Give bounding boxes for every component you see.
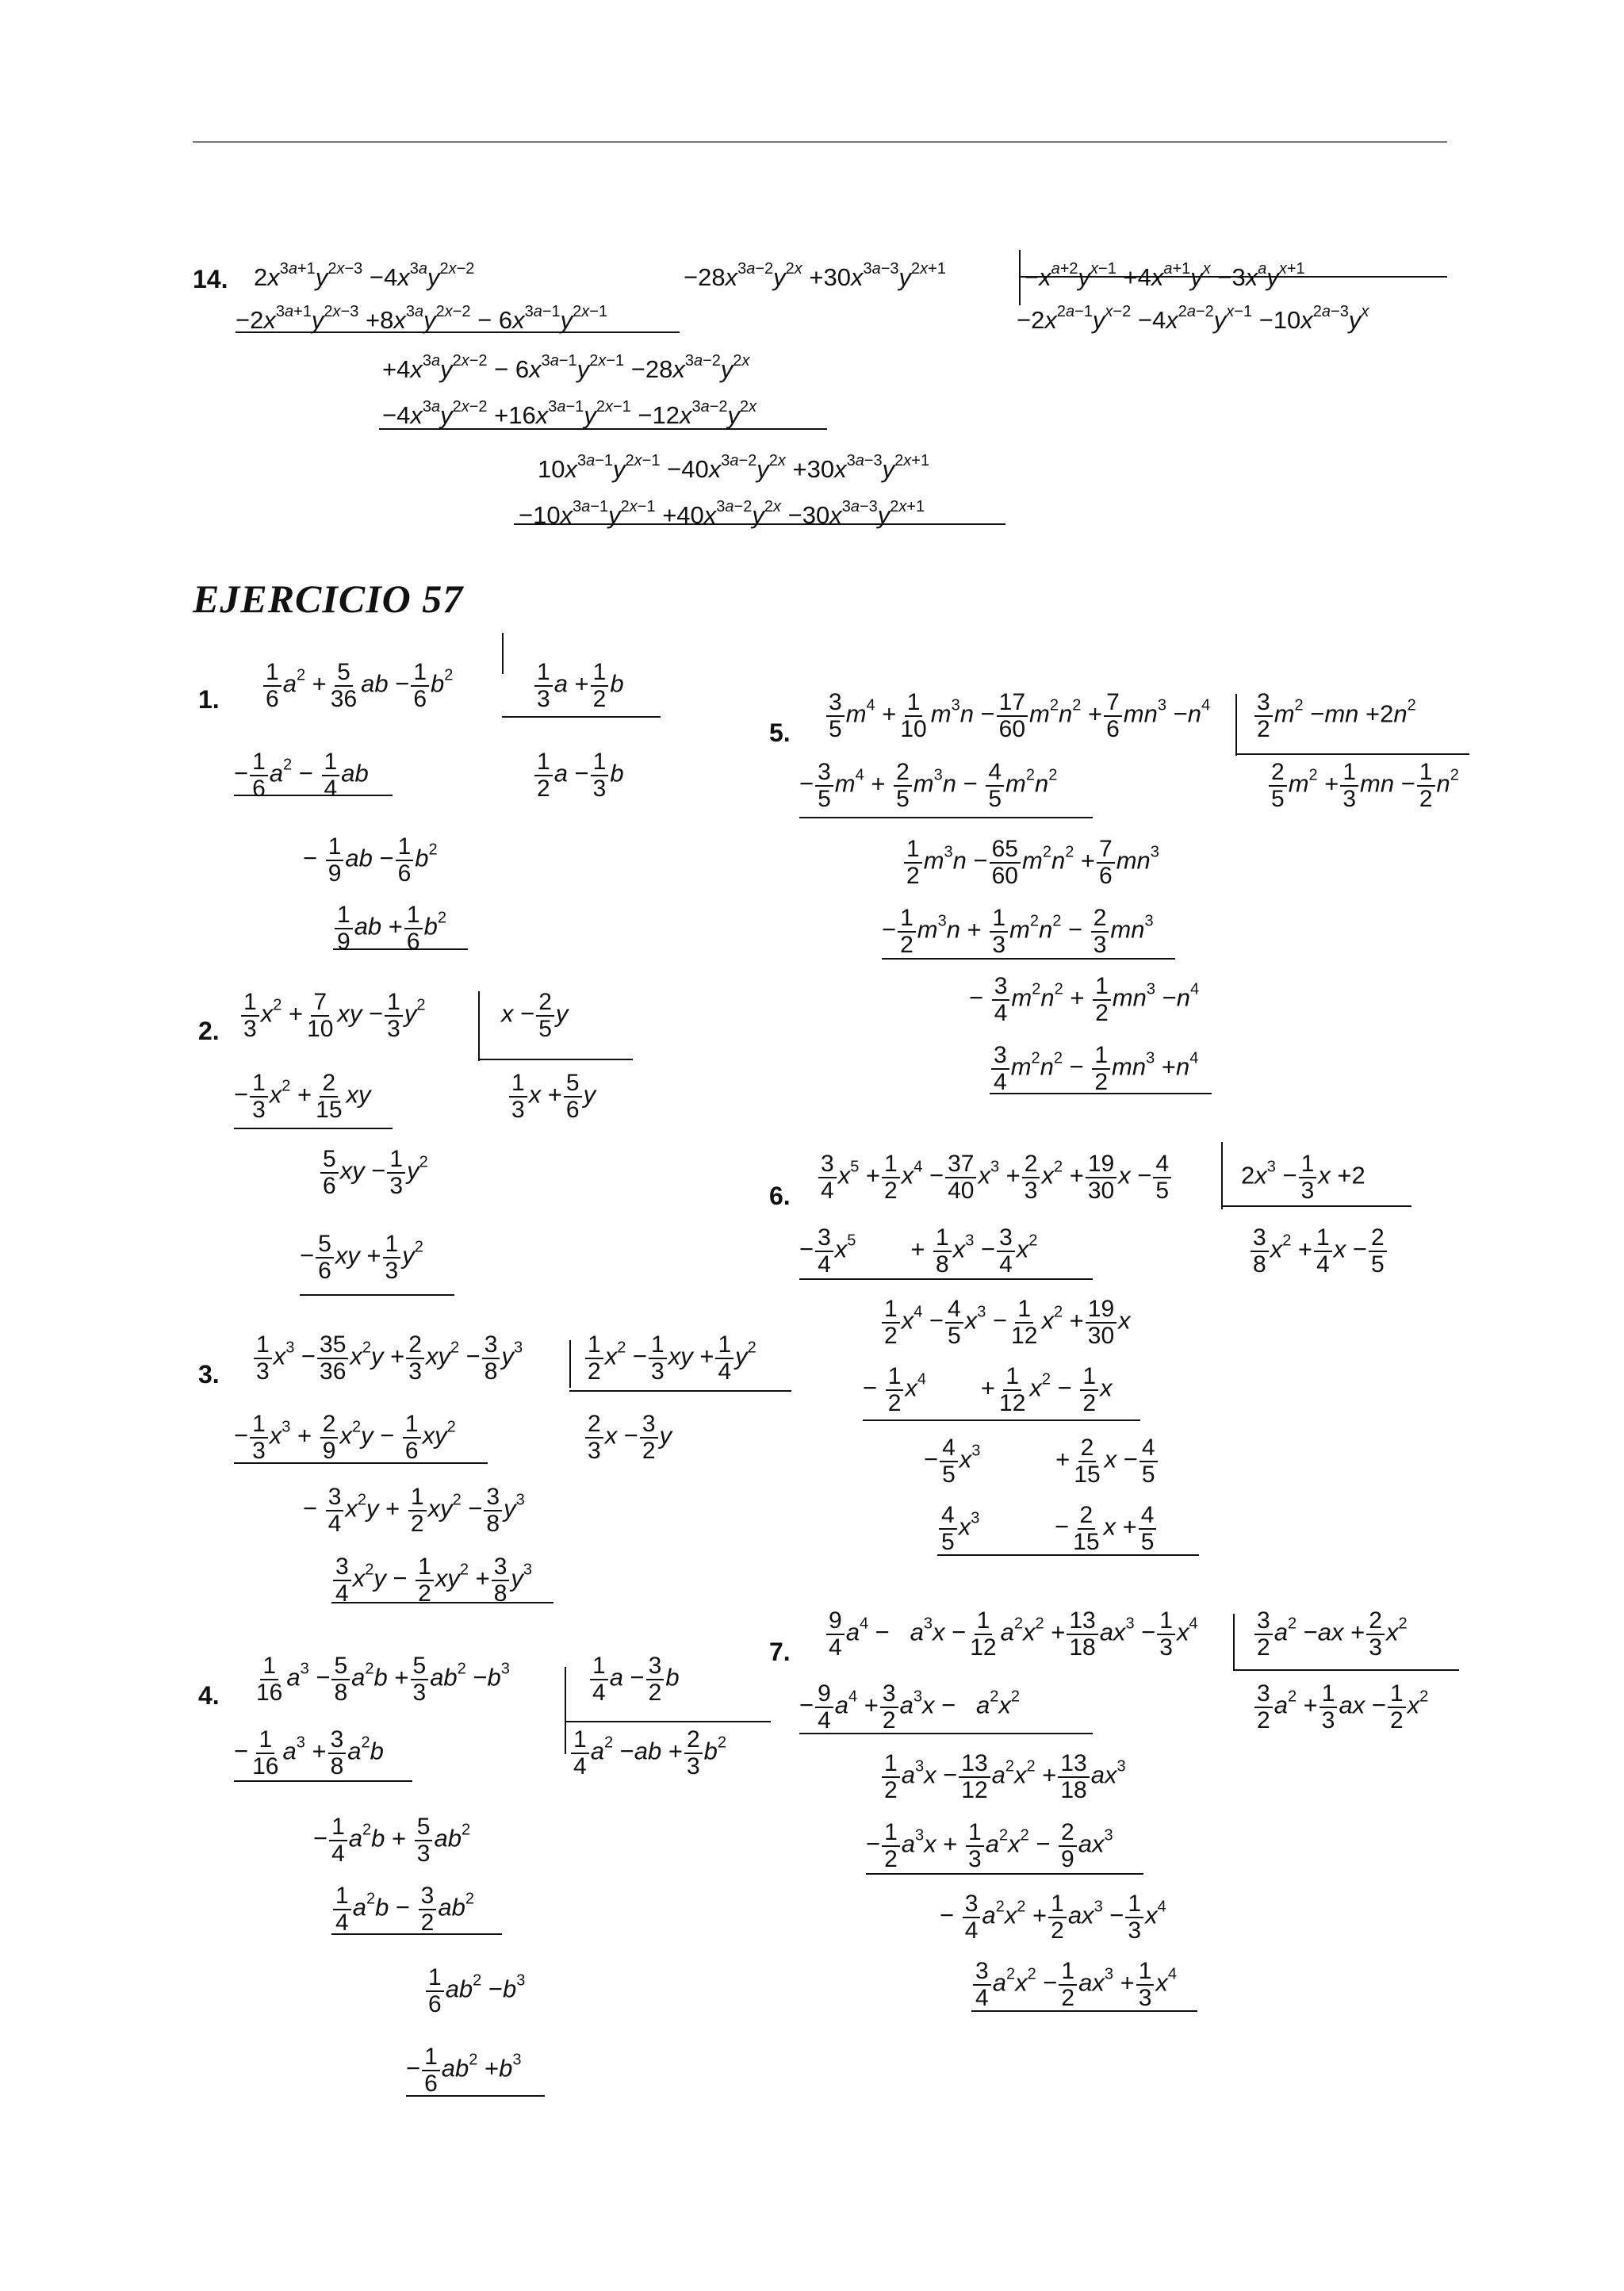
problem-7-division-bar xyxy=(1233,1614,1235,1671)
problem-7-divisor-rule xyxy=(1233,1669,1459,1671)
problem-14-line-8: $10x^{3a-1}y^{2x-1} -40x^{3a-2}y^{2x} +30x^{3a-3}y^{2x+1}$ xyxy=(538,452,930,483)
header-rule xyxy=(193,141,1447,143)
problem-6-line-7: − $\frac{4}{5}$ $x^3$ + $\frac{2}{15}$ x − $\frac{4}{5}$ xyxy=(924,1435,1159,1487)
problem-2-line-1: $\frac{1}{3}$ $x^2$ + $\frac{7}{10}$ xy − $\frac{1}{3}$ $y^2$ xyxy=(239,990,425,1041)
problem-14-line-1: $2x^{3a+1}y^{2x-3} -4x^{3a}y^{2x-2}$ xyxy=(254,260,475,291)
problem-3-line-4: $\frac{2}{3}$ x − $\frac{3}{2}$ y xyxy=(584,1412,672,1463)
problem-6-subtraction-rule xyxy=(799,1278,1093,1280)
problem-number-4: 4. xyxy=(198,1681,220,1710)
problem-2-line-3: − $\frac{1}{3}$ $x^2$ + $\frac{2}{15}$ xy xyxy=(234,1070,371,1123)
problem-4-line-5: − $\frac{1}{4}$ $a^2b$ + $\frac{5}{3}$ $ab^2$ xyxy=(313,1814,471,1867)
problem-4-line-4: $\frac{1}{4}$ $a^2 -ab$ + $\frac{2}{3}$ $b^2$ xyxy=(569,1727,726,1779)
problem-14-subtraction-rule xyxy=(379,428,827,430)
problem-number-1: 1. xyxy=(198,685,220,714)
problem-3-line-5: − $\frac{3}{4}$ $x^2y$ + $\frac{1}{2}$ $xy^2$ − $\frac{3}{8}$ $y^3$ xyxy=(303,1484,525,1537)
problem-5-line-2: $\frac{3}{2}$ $m^2 -mn +2n^2$ xyxy=(1253,690,1416,741)
problem-2-line-2: x − $\frac{2}{5}$ y xyxy=(501,989,569,1042)
problem-4-line-3: − $\frac{1}{16}$ $a^3$ + $\frac{3}{8}$ $a^2b$ xyxy=(234,1726,384,1780)
problem-5-line-1: $\frac{3}{5}$ $m^4$ + $\frac{1}{10}$ $m^3n$ − $\frac{17}{60}$ $m^2n^2$ + $\frac{7}{6}$ $mn^3 -n^4$ xyxy=(825,690,1210,741)
problem-4-line-2: $\frac{1}{4}$ a − $\frac{3}{2}$ b xyxy=(588,1653,680,1705)
problem-4-subtraction-rule xyxy=(331,1933,502,1935)
problem-2-line-6: − $\frac{5}{6}$ xy + $\frac{1}{3}$ $y^2$ xyxy=(300,1231,423,1284)
problem-6-line-8: $\frac{4}{5}$ $x^3$ − $\frac{2}{15}$ x + $\frac{4}{5}$ xyxy=(937,1503,1158,1554)
problem-2-division-bar xyxy=(478,991,480,1061)
problem-7-subtraction-rule xyxy=(866,1873,1143,1875)
problem-3-line-6: $\frac{3}{4}$ $x^2y$ − $\frac{1}{2}$ $xy^2$ + $\frac{3}{8}$ $y^3$ xyxy=(331,1554,532,1606)
problem-1-line-1: $\frac{1}{6}$ $a^2$ + $\frac{5}{36}$ ab − $\frac{1}{6}$ $b^2$ xyxy=(262,660,453,711)
problem-3-line-2: $\frac{1}{2}$ $x^2$ − $\frac{1}{3}$ xy + $\frac{1}{4}$ $y^2$ xyxy=(584,1332,756,1384)
problem-7-line-2: $\frac{3}{2}$ $a^2 -ax$ + $\frac{2}{3}$ $x^2$ xyxy=(1253,1608,1408,1660)
problem-5-line-4: $\frac{2}{5}$ $m^2$ + $\frac{1}{3}$ mn − $\frac{1}{2}$ $n^2$ xyxy=(1267,760,1459,811)
problem-4-line-1: $\frac{1}{16}$ $a^3$ − $\frac{5}{8}$ $a^2b$ + $\frac{5}{3}$ $ab^2 -b^3$ xyxy=(256,1653,510,1706)
problem-2-subtraction-rule xyxy=(234,1128,393,1129)
problem-7-subtraction-rule xyxy=(971,2010,1197,2012)
problem-5-line-8: $\frac{3}{4}$ $m^2n^2$ − $\frac{1}{2}$ $mn^3 +n^4$ xyxy=(990,1043,1198,1094)
problem-1-line-6: $\frac{1}{9}$ ab + $\frac{1}{6}$ $b^2$ xyxy=(333,902,446,954)
problem-6-line-5: $\frac{1}{2}$ $x^4$ − $\frac{4}{5}$ $x^3$ − $\frac{1}{12}$ $x^2$ + $\frac{19}{30}$ x xyxy=(880,1297,1131,1348)
problem-6-line-6: − $\frac{1}{2}$ $x^4$ + $\frac{1}{12}$ $x^2$ − $\frac{1}{2}$ x xyxy=(863,1363,1113,1416)
section-heading: EJERCICIO 57 xyxy=(193,577,464,621)
problem-4-subtraction-rule xyxy=(234,1780,412,1782)
problem-1-line-3: − $\frac{1}{6}$ $a^2$ − $\frac{1}{4}$ ab xyxy=(234,749,369,802)
problem-7-line-7: − $\frac{3}{4}$ $a^2x^2$ + $\frac{1}{2}$ $ax^3$ − $\frac{1}{3}$ $x^4$ xyxy=(940,1891,1166,1944)
problem-3-subtraction-rule xyxy=(234,1462,488,1464)
problem-5-line-5: $\frac{1}{2}$ $m^3n$ − $\frac{65}{60}$ $m^2n^2$ + $\frac{7}{6}$ $mn^3$ xyxy=(902,837,1159,888)
problem-6-line-3: − $\frac{3}{4}$ $x^5$ + $\frac{1}{8}$ $x^3$ − $\frac{3}{4}$ $x^2$ xyxy=(799,1224,1038,1278)
problem-7-line-8: $\frac{3}{4}$ $a^2x^2$ − $\frac{1}{2}$ $ax^3$ + $\frac{1}{3}$ $x^4$ xyxy=(971,1959,1177,2010)
problem-4-division-bar xyxy=(565,1667,566,1754)
problem-5-divisor-rule xyxy=(1235,753,1469,755)
problem-3-line-1: $\frac{1}{3}$ $x^3$ − $\frac{35}{36}$ $x^2y$ + $\frac{2}{3}$ $xy^2$ − $\frac{3}{8}$ $y^3$ xyxy=(252,1332,523,1384)
problem-7-line-4: $\frac{3}{2}$ $a^2$ + $\frac{1}{3}$ ax − $\frac{1}{2}$ $x^2$ xyxy=(1253,1681,1428,1733)
problem-5-division-bar xyxy=(1235,694,1237,756)
problem-7-subtraction-rule xyxy=(799,1733,1093,1734)
problem-4-divisor-rule xyxy=(565,1721,771,1722)
problem-number-5: 5. xyxy=(769,718,791,747)
problem-14-division-bar xyxy=(1019,250,1021,305)
problem-5-subtraction-rule xyxy=(799,817,1093,818)
problem-3-division-bar xyxy=(569,1340,571,1388)
problem-14-line-2: $-28x^{3a-2}y^{2x} +30x^{3a-3}y^{2x+1}$ xyxy=(684,260,946,291)
problem-1-line-4: $\frac{1}{2}$ a − $\frac{1}{3}$ b xyxy=(533,749,624,801)
problem-5-subtraction-rule xyxy=(882,958,1175,960)
problem-1-line-5: − $\frac{1}{9}$ ab − $\frac{1}{6}$ $b^2$ xyxy=(303,833,438,887)
problem-7-line-3: − $\frac{9}{4}$ $a^4$ + $\frac{3}{2}$ $a^3x - a^2x^2$ xyxy=(799,1680,1021,1734)
problem-4-subtraction-rule xyxy=(406,2095,545,2097)
problem-1-subtraction-rule xyxy=(333,948,468,950)
problem-14-subtraction-rule xyxy=(514,523,1005,525)
problem-6-subtraction-rule xyxy=(937,1554,1199,1556)
problem-14-line-7: $-4x^{3a}y^{2x-2} +16x^{3a-1}y^{2x-1} -12x^{3a-2}y^{2x}$ xyxy=(382,398,757,429)
problem-2-line-4: $\frac{1}{3}$ x + $\frac{5}{6}$ y xyxy=(508,1071,596,1122)
problem-number-7: 7. xyxy=(769,1638,791,1666)
problem-3-line-3: − $\frac{1}{3}$ $x^3$ + $\frac{2}{9}$ $x^2y$ − $\frac{1}{6}$ $xy^2$ xyxy=(234,1411,456,1464)
problem-1-subtraction-rule xyxy=(234,795,393,796)
problem-5-line-7: − $\frac{3}{4}$ $m^2n^2$ + $\frac{1}{2}$ $mn^3 -n^4$ xyxy=(969,973,1200,1026)
problem-7-line-5: $\frac{1}{2}$ $a^3x$ − $\frac{13}{12}$ $a^2x^2$ + $\frac{13}{18}$ $ax^3$ xyxy=(880,1751,1126,1803)
problem-1-divisor-rule xyxy=(502,716,661,718)
problem-6-subtraction-rule xyxy=(863,1419,1140,1421)
problem-3-subtraction-rule xyxy=(331,1602,553,1603)
problem-5-line-3: − $\frac{3}{5}$ $m^4$ + $\frac{2}{5}$ $m^3n$ − $\frac{4}{5}$ $m^2n^2$ xyxy=(799,759,1058,812)
problem-6-line-1: $\frac{3}{4}$ $x^5$ + $\frac{1}{2}$ $x^4$ − $\frac{37}{40}$ $x^3$ + $\frac{2}{3}$ $x^2$ + $\frac{19}{30}$ x − $\frac{4}{5}$ xyxy=(817,1151,1173,1203)
problem-14-subtraction-rule xyxy=(236,331,680,333)
problem-3-divisor-rule xyxy=(569,1390,791,1392)
problem-number-14: 14. xyxy=(193,265,228,293)
problem-14-divisor-rule xyxy=(1019,276,1447,278)
problem-6-line-4: $\frac{3}{8}$ $x^2$ + $\frac{1}{4}$ x − $\frac{2}{5}$ xyxy=(1249,1225,1388,1277)
problem-6-division-bar xyxy=(1221,1142,1223,1209)
problem-6-divisor-rule xyxy=(1221,1205,1411,1207)
problem-4-line-7: $\frac{1}{6}$ $ab^2 -b^3$ xyxy=(424,1965,525,2017)
problem-2-subtraction-rule xyxy=(300,1294,454,1296)
problem-1-line-2: $\frac{1}{3}$ a + $\frac{1}{2}$ b xyxy=(533,660,624,711)
problem-14-line-5: $-2x^{2a-1}y^{x-2} -4x^{2a-2}y^{x-1} -10x^{2a-3}y^x$ xyxy=(1017,303,1369,334)
problem-7-line-1: $\frac{9}{4}$ $a^4 - a^3x$ − $\frac{1}{12}$ $a^2x^2$ + $\frac{13}{18}$ $ax^3$ − $\frac{1}{3}$ $x^4$ xyxy=(825,1608,1198,1660)
problem-4-line-8: − $\frac{1}{6}$ $ab^2 +b^3$ xyxy=(406,2044,522,2097)
problem-14-line-9: $-10x^{3a-1}y^{2x-1} +40x^{3a-2}y^{2x} -30x^{3a-3}y^{2x+1}$ xyxy=(519,498,925,529)
problem-2-divisor-rule xyxy=(478,1059,633,1060)
problem-6-line-2: $2x^3$ − $\frac{1}{3}$ x +2 xyxy=(1241,1151,1365,1204)
problem-7-line-6: − $\frac{1}{2}$ $a^3x$ + $\frac{1}{3}$ $a^2x^2$ − $\frac{2}{9}$ $ax^3$ xyxy=(866,1819,1113,1872)
problem-14-line-4: $-2x^{3a+1}y^{2x-3} +8x^{3a}y^{2x-2} - 6x^{3a-1}y^{2x-1}$ xyxy=(236,303,608,334)
problem-5-subtraction-rule xyxy=(990,1093,1212,1094)
problem-number-6: 6. xyxy=(769,1182,791,1210)
problem-number-3: 3. xyxy=(198,1360,220,1389)
problem-14-line-3: $-x^{a+2}y^{x-1} +4x^{a+1}y^x -3x^ay^{x+1}$ xyxy=(1025,260,1305,291)
problem-2-line-5: $\frac{5}{6}$ xy − $\frac{1}{3}$ $y^2$ xyxy=(319,1147,428,1198)
problem-1-division-bar xyxy=(502,633,504,674)
problem-5-line-6: − $\frac{1}{2}$ $m^3n$ + $\frac{1}{3}$ $m^2n^2$ − $\frac{2}{3}$ $mn^3$ xyxy=(882,905,1154,958)
problem-14-line-6: $+4x^{3a}y^{2x-2} - 6x^{3a-1}y^{2x-1} -28x^{3a-2}y^{2x}$ xyxy=(382,352,750,383)
problem-4-line-6: $\frac{1}{4}$ $a^2b$ − $\frac{3}{2}$ $ab^2$ xyxy=(331,1883,474,1935)
problem-number-2: 2. xyxy=(198,1017,220,1045)
